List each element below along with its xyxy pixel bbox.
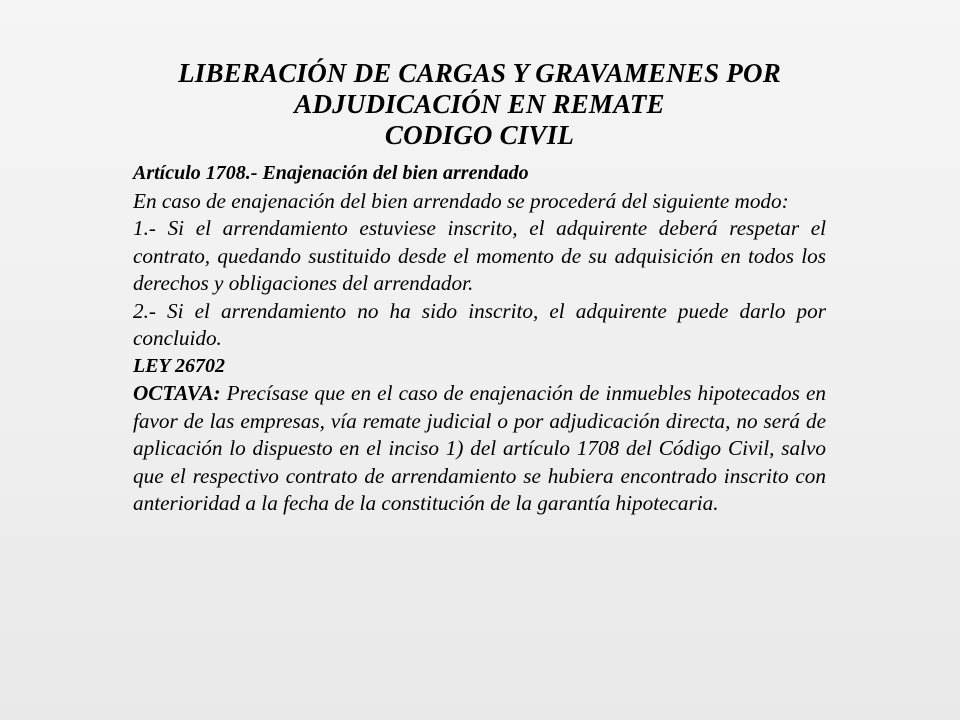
law-heading: LEY 26702 (133, 354, 226, 377)
title-line-1: LIBERACIÓN DE CARGAS Y GRAVAMENES POR (178, 58, 781, 88)
octava-label: OCTAVA: (133, 381, 221, 405)
article-heading: Artículo 1708.- Enajenación del bien arrendado (133, 162, 529, 184)
octava-text: Precísase que en el caso de enajenación de inmuebles hipotecados en favor de las empresas, vía remate judicial o por adjudicación directa, no será de aplicación lo dispuesto en el inciso 1) del artículo 1708 del Código Civil, salvo que el respectivo contrato de arrendamiento se hubiera encontrado inscrito con anterioridad a la fecha de la constitución de la garantía hipotecaria. (133, 381, 826, 515)
article-item-1: 1.- Si el arrendamiento estuviese inscrito, el adquirente deberá respetar el contrato, quedando sustituido desde el momento de su adquisición en todos los derechos y obligaciones del arrendador. (133, 216, 826, 295)
article-intro: En caso de enajenación del bien arrendado se procederá del siguiente modo: (133, 188, 789, 213)
title-line-3: CODIGO CIVIL (384, 120, 575, 150)
slide-content (133, 58, 826, 518)
article-item-2: 2.- Si el arrendamiento no ha sido inscrito, el adquirente puede darlo por concluido. (133, 298, 826, 350)
octava-paragraph (133, 380, 826, 518)
title-line-2: ADJUDICACIÓN EN REMATE (294, 89, 665, 119)
slide-title (133, 58, 826, 151)
slide-body (133, 160, 826, 518)
